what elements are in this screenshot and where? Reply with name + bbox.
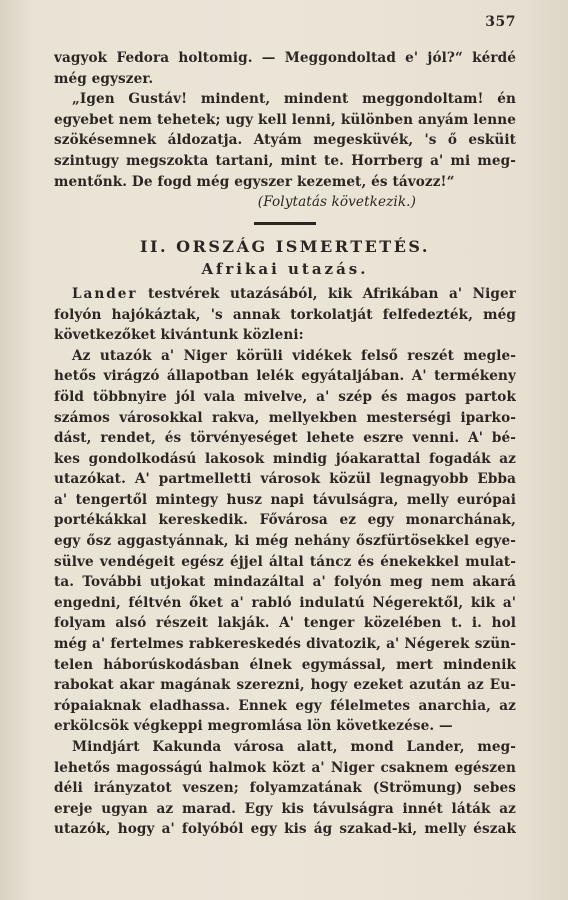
text-line: a' tengertől mintegy husz napi távulságra, melly európai <box>54 491 516 508</box>
text-line: ta. További utjokat mindazáltal a' folyón meg nem akará <box>54 574 516 591</box>
text-line: Mindjárt Kakunda városa alatt, mond Lander, meg- <box>72 739 516 755</box>
continuation-paragraph <box>54 48 516 89</box>
text-line: egyebet nem tehetek; ugy kell lenni, különben anyám lenne <box>54 111 516 128</box>
text-line: szökésemnek áldozatja. Atyám megesküvék, 's ő esküit <box>54 132 516 149</box>
text-line: déli irányzatot veszen; folyamzatának (Strömung) sebes <box>54 780 516 797</box>
section-title: II. ORSZÁG ISMERTETÉS. <box>140 236 430 256</box>
text-line: még a' fertelmes rabkereskedés divatozik, a' Négerek szün- <box>54 636 516 653</box>
text-line: dást, rendet, és törvényeséget lehete eszre venni. A' bé- <box>54 430 516 447</box>
section-subtitle: Afrikai utazás. <box>201 260 369 279</box>
body-paragraph-2 <box>54 737 516 840</box>
text-line: egy ősz aggastyánnak, ki még nehány őszfürtösekkel egye- <box>54 533 516 550</box>
continuation-note: (Folytatás következik.) <box>257 194 416 211</box>
section-divider <box>254 222 316 225</box>
text-line: mentőnk. De fogd még egyszer kezemet, és távozz!“ <box>54 173 455 190</box>
page-text <box>54 48 516 840</box>
page-number: 357 <box>485 14 516 30</box>
text-line: rabokat akar magának szerezni, hogy ezeket azután az Eu- <box>54 677 516 694</box>
text-line: föld többnyire jól vala mivelve, a' szép és magos partok <box>54 388 516 405</box>
text-line: utazókat. A' partmelletti városok közül legnagyobb Ebba <box>54 471 516 488</box>
text-line: szintugy megszokta tartani, mint te. Horrberg a' mi meg- <box>54 152 516 169</box>
lead-word: Lander <box>72 285 138 302</box>
text-line: erkölcsök végkeppi megromlása lön következése. — <box>54 718 453 735</box>
text-line: sülve vendégeit egész éjjel által táncz és énekekkel mulat- <box>54 553 516 570</box>
text-line: portékákkal kereskedik. Fővárosa ez egy monarchának, <box>54 512 516 529</box>
text-line: folyam alsó részeit lakják. A' tenger közelében t. i. hol <box>54 615 516 632</box>
text-line: utazók, hogy a' folyóból egy kis ág szakad-ki, melly észak <box>54 821 516 838</box>
text-line: ereje ugyan az marad. Egy kis távulságra innét láták az <box>54 800 516 817</box>
text-line: lehetős magosságú halmok közt a' Niger csaknem egészen <box>54 759 516 776</box>
text-line: folyón hajókáztak, 's annak torkolatját felfedezték, még <box>54 306 516 323</box>
text-line: következőket kivántunk közleni: <box>54 327 304 344</box>
text-line <box>54 284 516 305</box>
text-line: telen háborúskodásban élnek egymással, mert mindenik <box>54 656 516 673</box>
text-line: „Igen Gustáv! mindent, mindent meggondoltam! én <box>72 91 516 108</box>
text-line: kes gondolkodású lakosok mindig jóakarattal fogadák az <box>54 450 516 467</box>
text-line: Az utazók a' Niger körüli vidékek felső reszét megle- <box>72 347 516 364</box>
text-line: vagyok Fedora holtomig. — Meggondoltad e' jól?“ kérdé <box>54 50 516 66</box>
text-line: számos városokkal rakva, mellyekben mesterségi iparko- <box>54 409 516 426</box>
lead-line-rest: testvérek utazásából, kik Afrikában a' Niger <box>148 285 516 302</box>
reply-paragraph <box>54 89 516 192</box>
text-line: rópaiaknak eladhassa. Ennek egy félelmetes anarchia, az <box>54 697 516 714</box>
lead-paragraph <box>54 284 516 346</box>
text-line: még egyszer. <box>54 70 154 87</box>
text-line: hetős virágzó állapotban lelék egyátaljában. A' termékeny <box>54 368 516 385</box>
text-line: engedni, féltvén őket a' rabló indulatú Négerektől, kik a' <box>54 594 516 611</box>
body-paragraph-1 <box>54 346 516 737</box>
